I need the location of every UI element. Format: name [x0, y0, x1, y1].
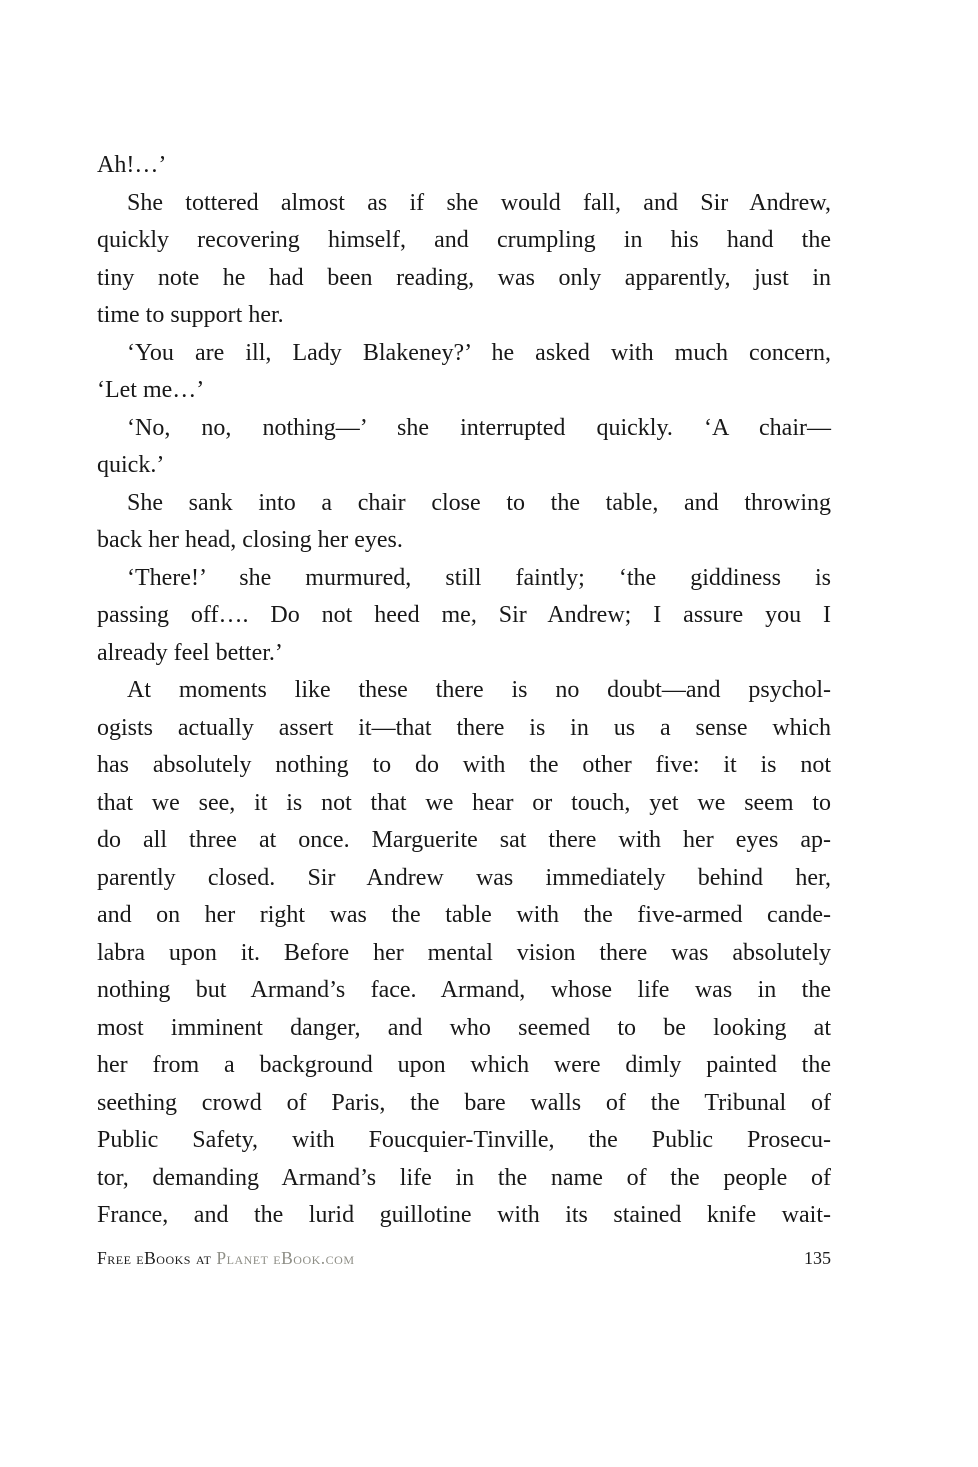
page-footer	[97, 1246, 831, 1270]
footer-credit	[97, 1246, 355, 1270]
text-line: parently closed. Sir Andrew was immediately behind her,	[97, 864, 831, 891]
text-line: ogists actually assert it—that there is in us a sense which	[97, 714, 831, 741]
footer-link[interactable]: Planet eBook.com	[216, 1248, 355, 1268]
text-line: ‘There!’ she murmured, still faintly; ‘the giddiness is	[127, 564, 831, 591]
text-line: quickly recovering himself, and crumpling in his hand the	[97, 227, 831, 253]
text-line: most imminent danger, and who seemed to be looking at	[97, 1014, 831, 1041]
text-line: ‘No, no, nothing—’ she interrupted quickly. ‘A chair—	[127, 414, 831, 441]
page-number: 135	[804, 1248, 831, 1268]
paragraph	[97, 335, 831, 410]
paragraph	[97, 410, 831, 485]
text-line: Ah!…’	[97, 152, 167, 178]
text-line: tor, demanding Armand’s life in the name of the people of	[97, 1164, 831, 1191]
paragraph	[97, 147, 831, 185]
paragraph	[97, 485, 831, 560]
text-line: labra upon it. Before her mental vision there was absolutely	[97, 939, 831, 966]
text-line: quick.’	[97, 452, 165, 478]
text-line: France, and the lurid guillotine with its stained knife wait-	[97, 1202, 831, 1228]
text-line: She sank into a chair close to the table, and throwing	[127, 489, 831, 516]
text-line: tiny note he had been reading, was only apparently, just in	[97, 264, 831, 291]
text-line: her from a background upon which were dimly painted the	[97, 1052, 831, 1078]
text-line: ‘Let me…’	[97, 377, 205, 403]
text-line: has absolutely nothing to do with the other five: it is not	[97, 752, 831, 778]
text-line: and on her right was the table with the five-armed cande-	[97, 902, 831, 928]
text-line: that we see, it is not that we hear or touch, yet we seem to	[97, 789, 831, 816]
text-line: Public Safety, with Foucquier-Tinville, the Public Prosecu-	[97, 1127, 831, 1153]
text-line: do all three at once. Marguerite sat there with her eyes ap-	[97, 827, 831, 853]
text-line: nothing but Armand’s face. Armand, whose life was in the	[97, 977, 831, 1003]
paragraph	[97, 185, 831, 335]
page-text	[97, 147, 831, 1235]
text-line: time to support her.	[97, 302, 284, 328]
text-line: She tottered almost as if she would fall, and Sir Andrew,	[127, 189, 831, 216]
text-line: seething crowd of Paris, the bare walls of the Tribunal of	[97, 1089, 831, 1116]
text-line: already feel better.’	[97, 639, 283, 666]
text-line: ‘You are ill, Lady Blakeney?’ he asked with much concern,	[127, 339, 831, 366]
text-line: back her head, closing her eyes.	[97, 527, 403, 553]
footer-credit-text: Free eBooks at	[97, 1248, 217, 1268]
paragraph	[97, 560, 831, 673]
text-line: passing off…. Do not heed me, Sir Andrew; I assure you I	[97, 602, 831, 628]
text-line: At moments like these there is no doubt—and psychol-	[127, 677, 831, 703]
paragraph	[97, 672, 831, 1235]
